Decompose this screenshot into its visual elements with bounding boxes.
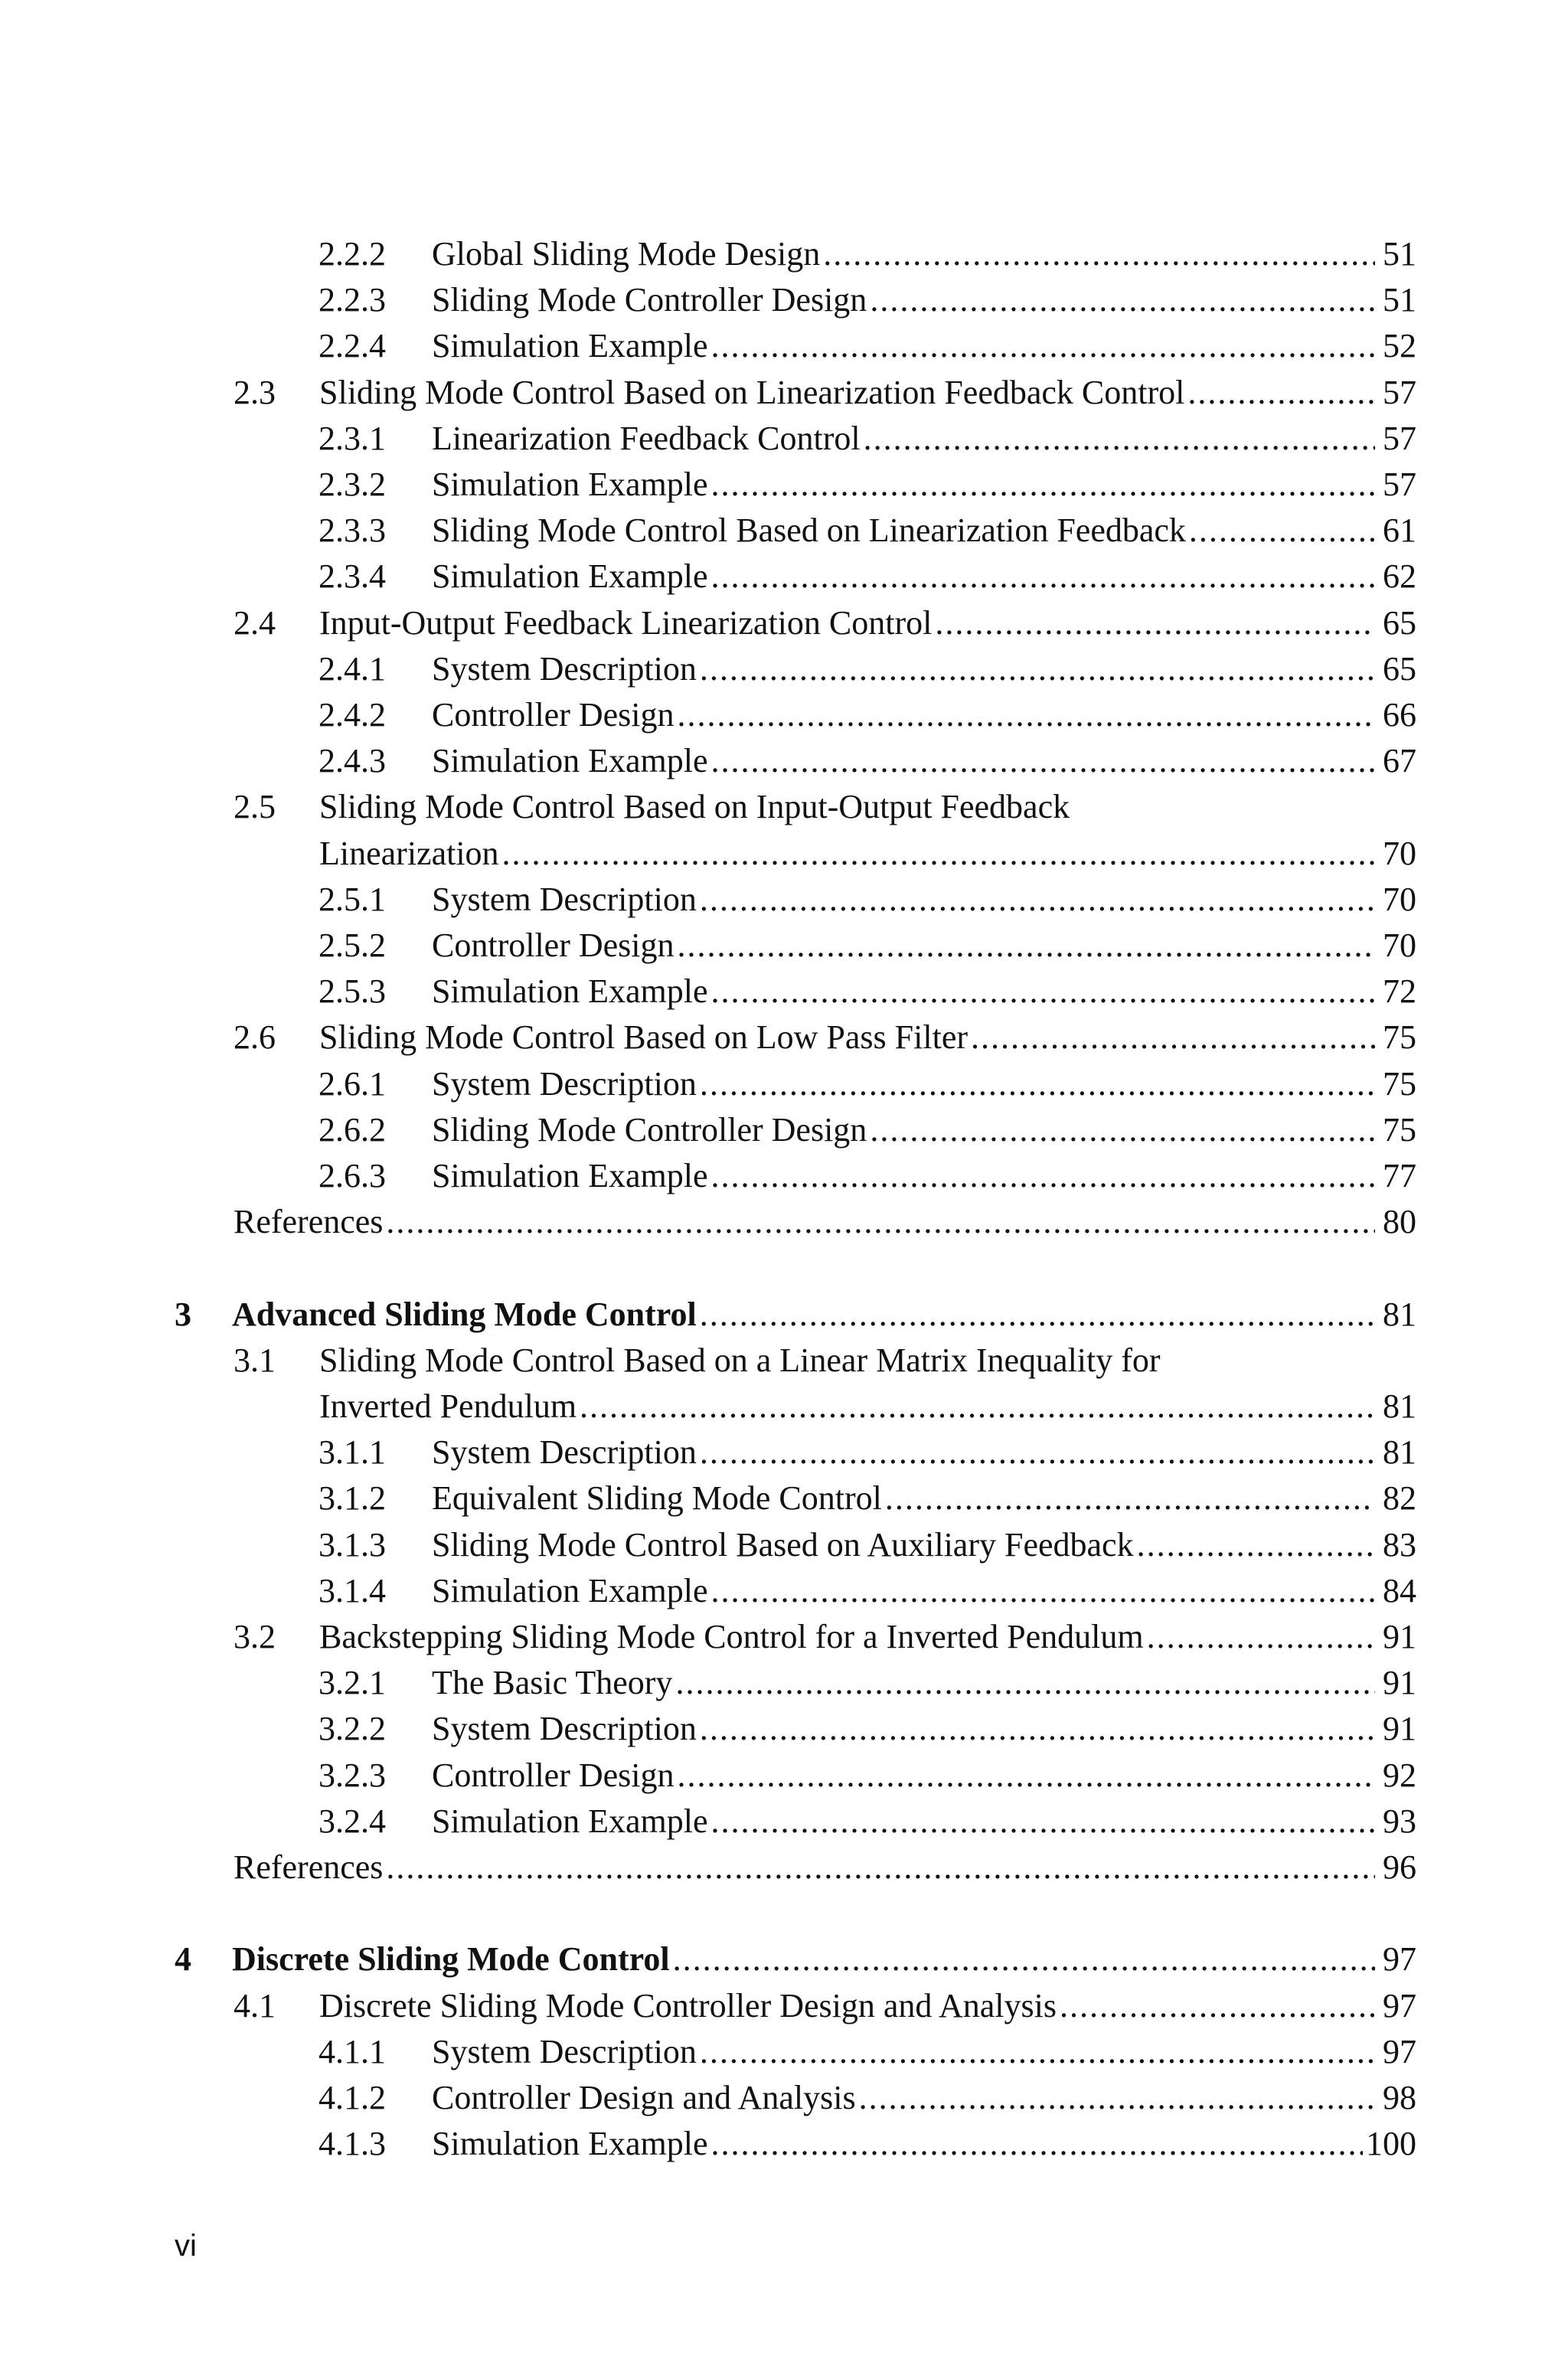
toc-entry-page: 65 [1383,649,1416,688]
toc-entry [0,323,1568,369]
toc-entry-number: 3 [175,1295,191,1333]
toc-entry [0,692,1568,738]
toc-entry-page: 92 [1383,1756,1416,1794]
toc-entry-number: 2.2.3 [318,281,386,319]
toc-leader-dots [823,231,1375,277]
toc-leader-dots [859,2075,1375,2121]
toc-entry-line [432,969,1416,1015]
toc-entry-page: 57 [1383,419,1416,457]
toc-entry-number: 2.2.4 [318,327,386,365]
toc-entry-line [432,1153,1416,1199]
toc-entry-title: Controller Design [432,696,675,734]
toc-entry [0,1614,1568,1660]
toc-entry-title: System Description [432,1064,697,1103]
toc-entry-number: 3.1.1 [318,1433,386,1472]
toc-entry-page: 70 [1383,880,1416,918]
toc-entry-title: Sliding Mode Controller Design [432,281,867,319]
toc-entry-page: 97 [1383,1986,1416,2024]
toc-entry [0,1660,1568,1706]
toc-leader-dots [1189,508,1375,554]
toc-entry-number: 3.1.2 [318,1479,386,1518]
toc-entry-line [319,831,1416,877]
toc-leader-dots [675,1660,1375,1706]
toc-entry-line [319,1983,1416,2029]
toc-leader-dots [1187,370,1375,416]
toc-entry-title: Discrete Sliding Mode Controller Design and Analysis [319,1986,1057,2024]
toc-entry-title: Global Sliding Mode Design [432,235,821,273]
toc-entry [0,508,1568,554]
toc-entry-page: 70 [1383,834,1416,872]
page-number: vi [175,2229,197,2263]
toc-entry-line [432,2075,1416,2121]
toc-entry-title: Simulation Example [432,972,708,1011]
toc-entry [0,738,1568,784]
toc-entry [0,370,1568,416]
toc-entry-title: References [234,1848,384,1886]
toc-entry [0,1799,1568,1845]
toc-entry [0,1384,1568,1430]
toc-entry-page: 77 [1383,1157,1416,1194]
toc-entry-page: 52 [1383,327,1416,365]
toc-entry-number: 3.2.4 [318,1802,386,1840]
toc-entry-title: Simulation Example [432,327,708,365]
toc-entry-title: Simulation Example [432,1571,708,1609]
toc-leader-dots [386,1199,1375,1245]
toc-entry-number: 4.1.2 [318,2079,386,2116]
toc-entry [0,1983,1568,2029]
toc-leader-dots [700,1292,1375,1338]
toc-entry-line [432,1660,1416,1706]
toc-entry-page: 81 [1383,1433,1416,1472]
toc-leader-dots [386,1845,1375,1890]
toc-entry-line [234,1199,1416,1245]
toc-entry-title: Equivalent Sliding Mode Control [432,1479,882,1518]
toc-entry-line [432,2121,1416,2167]
toc-entry-title: References [234,1203,384,1241]
toc-entry-line [432,554,1416,600]
toc-entry-line [319,370,1416,416]
toc-entry [0,1292,1568,1338]
toc-entry-page: 91 [1383,1710,1416,1748]
toc-entry [0,1936,1568,1982]
toc-entry-title: Simulation Example [432,742,708,780]
toc-leader-dots [885,1475,1375,1521]
toc-entry-page: 70 [1383,926,1416,964]
toc-entry-page: 75 [1383,1064,1416,1103]
toc-entry [0,2075,1568,2121]
toc-entry-number: 2.2.2 [318,235,386,273]
toc-entry [0,1153,1568,1199]
toc-entry-line [319,600,1416,646]
toc-entry [0,877,1568,923]
toc-entry-number: 3.1.3 [318,1525,386,1564]
toc-entry [0,1845,1568,1890]
toc-entry-number: 3.2.1 [318,1664,386,1702]
toc-leader-dots [580,1384,1375,1430]
toc-entry-line [432,1799,1416,1845]
toc-entry-line [319,1015,1416,1060]
toc-entry-number: 2.4.3 [318,742,386,780]
toc-entry-line [432,646,1416,692]
toc-entry-page: 57 [1383,373,1416,411]
toc-entry-title: Simulation Example [432,466,708,503]
toc-entry-title: Advanced Sliding Mode Control [232,1295,697,1333]
toc-entry-page: 67 [1383,742,1416,780]
toc-entry [0,1061,1568,1107]
toc-leader-dots [711,1568,1375,1614]
toc-entry [0,1522,1568,1568]
toc-entry-line [234,1845,1416,1890]
toc-entry-page: 93 [1383,1802,1416,1840]
toc-entry-line [432,692,1416,738]
toc-entry [0,2029,1568,2075]
toc-entry [0,231,1568,277]
toc-entry-title: Sliding Mode Control Based on Low Pass Filter [319,1018,968,1057]
toc-entry-number: 2.6.1 [318,1064,386,1103]
toc-leader-dots [711,1153,1375,1199]
toc-entry-title: Backstepping Sliding Mode Control for a Inverted Pendulum [319,1618,1144,1655]
toc-entry-title: Discrete Sliding Mode Control [232,1940,670,1979]
toc-entry [0,831,1568,877]
toc-leader-dots [502,831,1375,877]
toc-entry-title: System Description [432,880,697,918]
toc-leader-dots [673,1936,1375,1982]
toc-entry [0,784,1568,830]
toc-entry-number: 2.5 [234,788,276,826]
toc-entry-number: 2.6.2 [318,1110,386,1149]
toc-entry [0,1107,1568,1153]
toc-entry [0,1568,1568,1614]
toc-entry-page: 81 [1383,1387,1416,1425]
toc-entry-line [319,1384,1416,1430]
toc-leader-dots [1060,1983,1375,2029]
toc-entry-title: Simulation Example [432,2125,708,2163]
toc-entry-line [319,784,1416,830]
toc-entry-title: Simulation Example [432,1802,708,1840]
toc-leader-dots [1137,1522,1375,1568]
toc-leader-dots [700,1430,1375,1475]
toc-entry-page: 66 [1383,696,1416,734]
toc-leader-dots [711,969,1375,1015]
toc-leader-dots [700,2029,1375,2075]
toc-entry-page: 62 [1383,557,1416,596]
toc-entry [0,1706,1568,1752]
toc-leader-dots [711,1799,1375,1845]
toc-entry-title: Input-Output Feedback Linearization Control [319,603,933,642]
toc-leader-dots [935,600,1375,646]
toc-entry-number: 2.3.1 [318,419,386,457]
toc-entry-number: 2.5.2 [318,926,386,964]
toc-entry-page: 96 [1383,1848,1416,1886]
toc-entry-title: Simulation Example [432,1157,708,1194]
toc-entry-line [432,323,1416,369]
toc-entry-number: 4.1.1 [318,2032,386,2070]
toc-entry-page: 98 [1383,2079,1416,2116]
toc-entry-title: The Basic Theory [432,1664,673,1702]
toc-entry-number: 2.6.3 [318,1157,386,1194]
toc-leader-dots [700,877,1375,923]
toc-entry-title: Controller Design [432,926,675,964]
toc-entry-page: 97 [1383,1940,1416,1979]
toc-entry-page: 61 [1383,511,1416,550]
toc-entry-page: 75 [1383,1110,1416,1149]
toc-entry-page: 57 [1383,466,1416,503]
toc-entry-title: Sliding Mode Controller Design [432,1110,867,1149]
toc-entry-number: 4.1 [234,1986,276,2024]
toc-leader-dots [870,277,1375,323]
toc-entry-line [432,508,1416,554]
toc-entry-page: 91 [1383,1664,1416,1702]
toc-entry-number: 2.4.2 [318,696,386,734]
toc-leader-dots [870,1107,1375,1153]
toc-leader-dots [678,692,1375,738]
toc-entry [0,1199,1568,1245]
toc-entry-number: 3.1.4 [318,1571,386,1609]
toc-entry-title: System Description [432,1433,697,1472]
toc-entry [0,600,1568,646]
toc-entry-line [432,1522,1416,1568]
toc-leader-dots [864,416,1375,462]
toc-entry-line [232,1292,1416,1338]
toc-entry-title: System Description [432,1710,697,1748]
toc-entry-number: 2.4.1 [318,649,386,688]
toc-entry-title: Sliding Mode Control Based on a Linear Matrix Inequality for [319,1341,1161,1379]
toc-entry-line [432,231,1416,277]
toc-entry-line [432,1568,1416,1614]
toc-entry-page: 51 [1383,281,1416,319]
toc-leader-dots [700,646,1375,692]
toc-entry [0,416,1568,462]
toc-entry [0,1015,1568,1060]
toc-entry-page: 91 [1383,1618,1416,1655]
toc-entry-number: 3.2.3 [318,1756,386,1794]
toc-entry-title: Controller Design [432,1756,675,1794]
toc-entry [0,1753,1568,1799]
toc-entry-line [432,1107,1416,1153]
toc-entry-page: 72 [1383,972,1416,1011]
toc-entry-title: System Description [432,2032,697,2070]
toc-entry-number: 3.1 [234,1341,276,1379]
toc-entry-title: Sliding Mode Control Based on Linearization Feedback Control [319,373,1185,411]
toc-entry-number: 2.3.3 [318,511,386,550]
toc-entry [0,554,1568,600]
toc-entry-line [432,462,1416,508]
toc-entry-page: 100 [1366,2125,1416,2163]
toc-entry-number: 2.3.4 [318,557,386,596]
toc-entry-page: 82 [1383,1479,1416,1518]
toc-entry-title: Inverted Pendulum [319,1387,577,1425]
toc-entry-line [432,1475,1416,1521]
toc-entry [0,1430,1568,1475]
toc-entry-number: 2.5.1 [318,880,386,918]
toc-entry-line [319,1338,1416,1384]
toc-entry [0,2121,1568,2167]
toc-entry-title: Linearization Feedback Control [432,419,861,457]
toc-entry-page: 80 [1383,1203,1416,1241]
toc-entry-page: 65 [1383,603,1416,642]
toc-entry [0,646,1568,692]
toc-leader-dots [1147,1614,1375,1660]
toc-entry-line [432,1706,1416,1752]
toc-entry [0,1475,1568,1521]
toc-entry-line [319,1614,1416,1660]
toc-leader-dots [700,1706,1375,1752]
toc-entry-number: 2.3.2 [318,466,386,503]
toc-entry-number: 2.4 [234,603,276,642]
toc-entry-line [432,1061,1416,1107]
toc-entry-number: 4 [175,1940,191,1979]
toc-entry-page: 51 [1383,235,1416,273]
toc-entry-page: 75 [1383,1018,1416,1057]
toc-entry-title: Sliding Mode Control Based on Input-Output Feedback [319,788,1070,826]
toc-entry-line [432,877,1416,923]
toc-entry-line [432,277,1416,323]
toc-leader-dots [711,2121,1363,2167]
toc-entry [0,462,1568,508]
toc-entry-page: 97 [1383,2032,1416,2070]
toc-entry-line [432,1430,1416,1475]
toc-leader-dots [711,462,1375,508]
toc-entry [0,923,1568,969]
toc-entry-number: 3.2 [234,1618,276,1655]
toc-entry-title: Sliding Mode Control Based on Auxiliary Feedback [432,1525,1134,1564]
toc-leader-dots [711,323,1375,369]
toc-leader-dots [711,738,1375,784]
toc-entry-page: 81 [1383,1295,1416,1333]
toc-entry-title: Simulation Example [432,557,708,596]
toc-entry [0,969,1568,1015]
toc-entry-line [432,416,1416,462]
toc-leader-dots [711,554,1375,600]
toc-entry-line [432,2029,1416,2075]
toc-entry-number: 2.6 [234,1018,276,1057]
toc-entry-page: 84 [1383,1571,1416,1609]
toc-entry-line [432,923,1416,969]
toc-entry [0,1338,1568,1384]
toc-leader-dots [678,1753,1375,1799]
toc-entry-title: Linearization [319,834,499,872]
toc-entry-title: Controller Design and Analysis [432,2079,856,2116]
toc-entry-line [232,1936,1416,1982]
toc-entry-number: 3.2.2 [318,1710,386,1748]
toc-entry-title: Sliding Mode Control Based on Linearization Feedback [432,511,1186,550]
toc-entry-line [432,1753,1416,1799]
toc-entry-line [432,738,1416,784]
toc-entry-title: System Description [432,649,697,688]
toc-entry-page: 83 [1383,1525,1416,1564]
toc-leader-dots [971,1015,1375,1060]
toc-entry-number: 2.5.3 [318,972,386,1011]
toc-entry-number: 4.1.3 [318,2125,386,2163]
toc-leader-dots [700,1061,1375,1107]
toc-leader-dots [678,923,1375,969]
toc-entry [0,277,1568,323]
toc-entry-number: 2.3 [234,373,276,411]
